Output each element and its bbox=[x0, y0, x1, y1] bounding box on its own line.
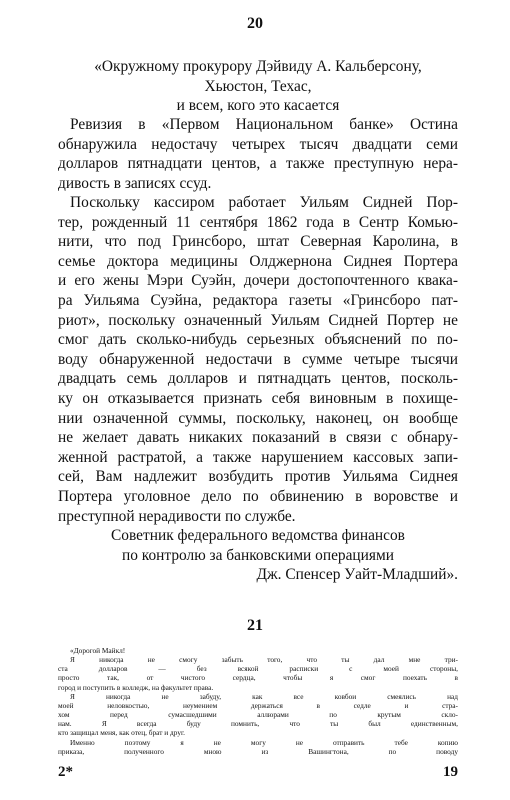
text-line: Портера уголовное дело по обвинению в воровстве и bbox=[58, 487, 458, 505]
paragraph-cowboys-and-closing bbox=[58, 692, 458, 756]
page-number: 19 bbox=[443, 764, 458, 780]
letter-address bbox=[58, 57, 458, 116]
text-line: женной растратой, а также нарушением кассовых запи- bbox=[58, 448, 458, 466]
signature-line: по контролю за банковскими операциями bbox=[122, 546, 394, 564]
text-line: долларов пятнадцати центов, а также преступную нера- bbox=[58, 155, 458, 173]
salutation: «Дорогой Майкл! bbox=[70, 646, 126, 655]
text-line: тер, рожденный 11 сентября 1862 года в Сентр Комью- bbox=[58, 213, 458, 231]
text-line: город и поступить в колледж, на факультет права. bbox=[58, 682, 214, 692]
text-line: Я никогда не смогу забыть того, что ты дал мне три- bbox=[70, 655, 458, 665]
letter-signature bbox=[58, 526, 458, 585]
text-line: дивость в записях ссуд. bbox=[58, 174, 212, 192]
text-line: Я никогда не забуду, как все ковбои смеялись над bbox=[70, 691, 458, 701]
address-line: «Окружному прокурору Дэйвиду А. Кальберсону, bbox=[94, 58, 422, 75]
text-line: двадцать семь долларов и пятнадцать центов, посколь- bbox=[58, 370, 458, 388]
text-line: воду обнаруженной недостачи в сумме четыре тысячи bbox=[58, 350, 458, 368]
section-number-21: 21 bbox=[247, 617, 263, 634]
text-line: и его жены Мэри Суэйн, дочери достопочтенного квака- bbox=[58, 272, 458, 290]
letter-salutation bbox=[58, 646, 458, 655]
paragraph-accusation bbox=[58, 193, 458, 526]
paragraph-gratitude bbox=[58, 655, 458, 692]
text-line: не желает давать никаких показаний в связи с обнару- bbox=[58, 429, 458, 447]
section-number-20: 20 bbox=[247, 15, 263, 32]
text-line: обнаружила недостачу четырех тысяч двадцати семи bbox=[58, 135, 458, 153]
text-line: преступной нерадивости по службе. bbox=[58, 507, 296, 525]
text-line: Поскольку кассиром работает Уильям Сидней Пор- bbox=[70, 194, 458, 211]
address-line: и всем, кого это касается bbox=[176, 97, 340, 115]
text-line: смог дать сколько-нибудь серьезных объяснений по по- bbox=[58, 331, 458, 349]
text-line: ку он отказывается признать себя виновным в похище- bbox=[58, 389, 458, 407]
text-line: нити, что под Гринсборо, штат Северная Каролина, в bbox=[58, 233, 458, 251]
text-line: хом перед сумасшедшими аллюрами по крутым скло- bbox=[58, 710, 458, 720]
text-line: Ревизия в «Первом Национальном банке» Остина bbox=[70, 116, 458, 133]
text-line: моей неловкостью, неумением держаться в седле и стра- bbox=[58, 700, 458, 710]
address-line: Хьюстон, Техас, bbox=[204, 77, 312, 95]
text-line: риот», поскольку означенный Уильям Сидней Портер не bbox=[58, 311, 458, 329]
text-line: Именно поэтому я не могу не отправить тебе копию bbox=[70, 737, 458, 747]
text-line: ра Уильяма Суэйна, редактора газеты «Гринсборо пат- bbox=[58, 291, 458, 309]
signature-mark: 2* bbox=[58, 764, 73, 780]
text-line: семье доктора медицины Олджернона Сиднея Портера bbox=[58, 252, 458, 270]
text-line: сей, Вам надлежит возбудить против Уильяма Сиднея bbox=[58, 468, 458, 486]
signature-line: Советник федерального ведомства финансов bbox=[111, 527, 405, 544]
text-line: нии означенной суммы, поскольку, наконец, он вообще bbox=[58, 409, 458, 427]
text-line: приказа, полученного мною из Вашингтона, по поводу bbox=[58, 746, 458, 756]
text-line: ста долларов — без всякой расписки с моей стороны, bbox=[58, 664, 458, 674]
paragraph-audit bbox=[58, 115, 458, 193]
text-line: просто так, от чистого сердца, чтобы я смог поехать в bbox=[58, 673, 458, 683]
text-line: кто защищал меня, как отец, брат и друг. bbox=[58, 728, 185, 738]
text-line: нам. Я всегда буду помнить, что ты был единственным, bbox=[58, 719, 458, 729]
signature-name: Дж. Спенсер Уайт-Младший». bbox=[256, 566, 458, 584]
